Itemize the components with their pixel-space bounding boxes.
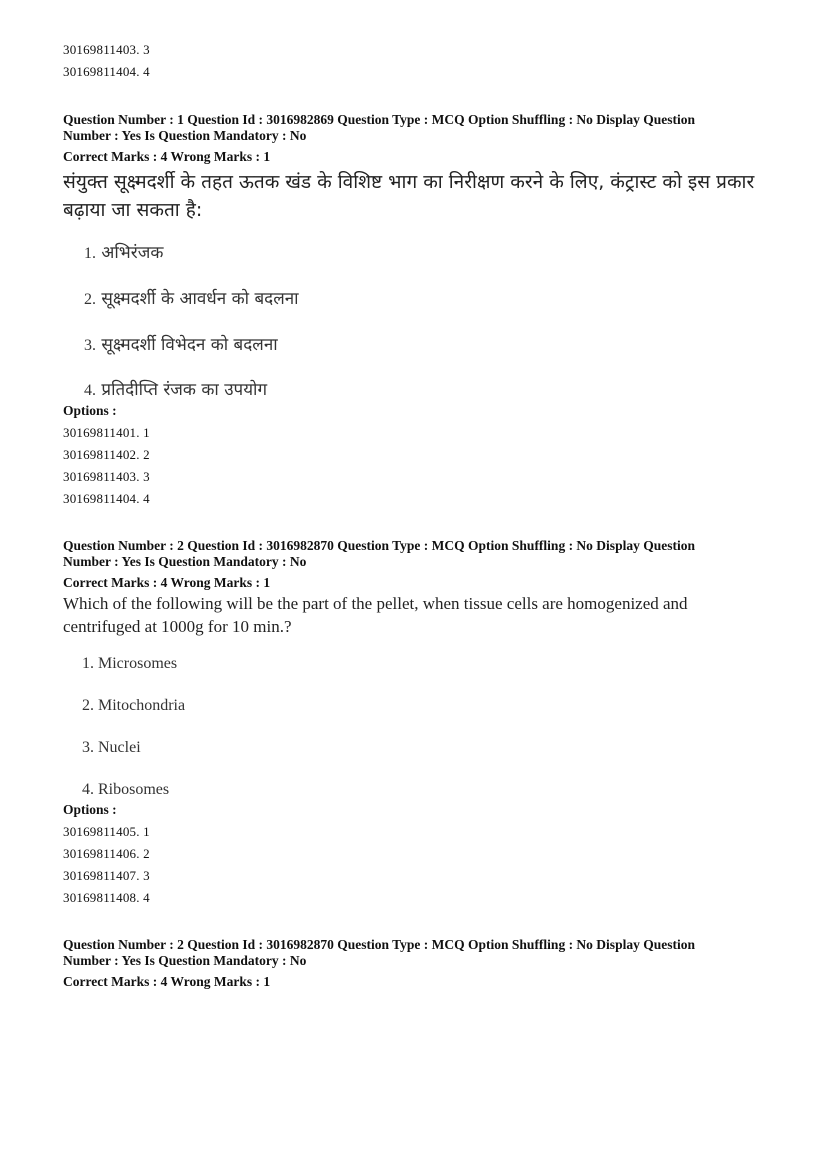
option-line: 30169811404. 4 (63, 64, 150, 79)
option-number: 4 (143, 890, 150, 905)
question-marks: Correct Marks : 4 Wrong Marks : 1 (63, 575, 271, 590)
question-meta-line2: Number : Yes Is Question Mandatory : No (63, 554, 307, 569)
choice-text: सूक्ष्मदर्शी विभेदन को बदलना (101, 335, 278, 355)
option-number: 4 (143, 64, 150, 79)
answer-choice (82, 739, 141, 757)
option-id: 30169811404 (63, 491, 137, 506)
question-text-line1: Which of the following will be the part of the pellet, when tissue cells are homogenized and (63, 594, 688, 613)
option-number: 3 (143, 469, 150, 484)
option-number: 3 (143, 868, 150, 883)
choice-text: Ribosomes (98, 781, 170, 798)
option-id: 30169811405 (63, 824, 137, 839)
question-text-line1: संयुक्त सूक्ष्मदर्शी के तहत ऊतक खंड के विशिष्ट भाग का निरीक्षण करने के लिए, कंट्रास्ट को इस प्रकार (63, 171, 755, 193)
option-line: 30169811405. 1 (63, 824, 150, 839)
question-meta-line2: Number : Yes Is Question Mandatory : No (63, 953, 307, 968)
options-label: Options : (63, 802, 117, 817)
option-number: 2 (143, 447, 150, 462)
answer-choice (82, 781, 169, 799)
choice-number: 2. (84, 291, 96, 308)
answer-choice (84, 377, 267, 400)
option-line: 30169811406. 2 (63, 846, 150, 861)
answer-choice (84, 286, 299, 309)
option-id: 30169811401 (63, 425, 137, 440)
option-id: 30169811403 (63, 42, 137, 57)
option-line: 30169811407. 3 (63, 868, 150, 883)
choice-number: 1. (82, 655, 94, 672)
question-marks: Correct Marks : 4 Wrong Marks : 1 (63, 149, 271, 164)
option-number: 1 (143, 425, 150, 440)
options-label: Options : (63, 403, 117, 418)
choice-number: 3. (84, 337, 96, 354)
choice-number: 1. (84, 245, 96, 262)
question-meta-line2: Number : Yes Is Question Mandatory : No (63, 128, 307, 143)
choice-text: अभिरंजक (101, 243, 164, 263)
choice-number: 2. (82, 697, 94, 714)
answer-choice (84, 332, 278, 355)
choice-text: सूक्ष्मदर्शी के आवर्धन को बदलना (101, 289, 299, 309)
option-id: 30169811407 (63, 868, 137, 883)
option-id: 30169811403 (63, 469, 137, 484)
option-line: 30169811404. 4 (63, 491, 150, 506)
choice-number: 4. (82, 781, 94, 798)
option-line: 30169811402. 2 (63, 447, 150, 462)
option-number: 3 (143, 42, 150, 57)
option-id: 30169811408 (63, 890, 137, 905)
option-line: 30169811403. 3 (63, 469, 150, 484)
question-text-line2: centrifuged at 1000g for 10 min.? (63, 617, 292, 636)
choice-number: 3. (82, 739, 94, 756)
option-line: 30169811401. 1 (63, 425, 150, 440)
question-meta-line1: Question Number : 2 Question Id : 3016982870 Question Type : MCQ Option Shuffling : No Display Question (63, 937, 695, 952)
answer-choice (82, 697, 185, 715)
answer-choice (84, 240, 163, 263)
option-line: 30169811408. 4 (63, 890, 150, 905)
option-number: 2 (143, 846, 150, 861)
option-number: 4 (143, 491, 150, 506)
choice-text: Nuclei (98, 739, 141, 756)
option-id: 30169811404 (63, 64, 137, 79)
choice-text: Microsomes (98, 655, 178, 672)
option-line: 30169811403. 3 (63, 42, 150, 57)
question-marks: Correct Marks : 4 Wrong Marks : 1 (63, 974, 271, 989)
option-id: 30169811402 (63, 447, 137, 462)
answer-choice (82, 655, 177, 673)
question-meta-line1: Question Number : 1 Question Id : 3016982869 Question Type : MCQ Option Shuffling : No Display Question (63, 112, 695, 127)
choice-number: 4. (84, 382, 96, 399)
choice-text: Mitochondria (98, 697, 186, 714)
option-number: 1 (143, 824, 150, 839)
question-text-line2: बढ़ाया जा सकता है: (63, 199, 203, 221)
option-id: 30169811406 (63, 846, 137, 861)
choice-text: प्रतिदीप्ति रंजक का उपयोग (101, 380, 268, 400)
question-meta-line1: Question Number : 2 Question Id : 3016982870 Question Type : MCQ Option Shuffling : No Display Question (63, 538, 695, 553)
